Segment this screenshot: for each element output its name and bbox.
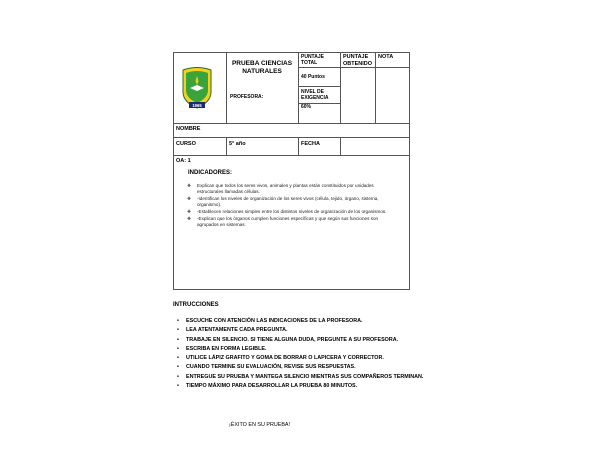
course-label: CURSO — [176, 141, 196, 147]
name-label: NOMBRE — [176, 126, 201, 132]
instructions-list — [186, 317, 423, 391]
divider-line — [173, 137, 410, 138]
instruction-item: • ESCRIBA EN FORMA LEGIBLE. — [186, 345, 423, 354]
course-value: 5° año — [229, 141, 246, 147]
total-score-value: 40 Puntos — [301, 74, 325, 80]
total-score-label: PUNTAJE TOTAL — [301, 54, 324, 66]
instruction-item: • UTILICE LÁPIZ GRAFITO Y GOMA DE BORRAR O LAPICERA Y CORRECTOR. — [186, 354, 423, 363]
divider-line — [375, 52, 376, 123]
objective-label: OA: 1 — [176, 158, 191, 164]
good-luck-message: ¡ÉXITO EN SU PRUEBA! — [229, 422, 291, 428]
indicators-title: INDICADORES: — [188, 170, 233, 176]
divider-line — [298, 52, 299, 123]
date-label: FECHA — [301, 141, 320, 147]
indicator-item-cont: agrupados en sistemas. — [197, 222, 246, 227]
indicator-item-cont: estructurales llamadas células. — [197, 189, 260, 194]
divider-line — [340, 52, 341, 123]
exam-title: PRUEBA CIENCIAS NATURALES — [231, 60, 293, 75]
teacher-label: PROFESORA: — [230, 94, 264, 100]
divider-line — [298, 137, 299, 155]
divider-line — [173, 123, 410, 124]
instruction-item: • TIEMPO MÁXIMO PARA DESARROLLAR LA PRUEBA 80 MINUTOS. — [186, 382, 423, 391]
grade-label: NOTA — [378, 54, 394, 60]
instruction-item: • ENTREGUE SU PRUEBA Y MANTEGA SILENCIO MIENTRAS SUS COMPAÑEROS TERMINAN. — [186, 373, 423, 382]
divider-line — [226, 52, 227, 123]
indicator-item: ❖ -Explican que los órganos cumplen funciones específicas y que según sus funciones son — [187, 216, 379, 221]
divider-line — [340, 137, 341, 155]
requirement-label: NIVEL DE EXIGENCIA — [301, 89, 329, 101]
indicator-item: ❖ Explican que todos los seres vivos, animales y plantas están constituidos por unidades — [187, 183, 374, 188]
instruction-item: • ESCUCHE CON ATENCIÓN LAS INDICACIONES DE LA PROFESORA. — [186, 317, 423, 326]
svg-text:1965: 1965 — [192, 103, 202, 108]
instruction-item: • LEA ATENTAMENTE CADA PREGUNTA. — [186, 326, 423, 335]
indicator-item-cont: organismo). — [197, 202, 222, 207]
indicator-item: ❖ -Establecen relaciones simples entre los distintos niveles de organización de los organismos. — [187, 209, 387, 214]
instruction-item: • CUANDO TERMINE SU EVALUACIÓN, REVISE SUS RESPUESTAS. — [186, 363, 423, 372]
instructions-title: INTRUCCIONES — [173, 302, 219, 308]
requirement-value: 60% — [301, 104, 312, 110]
divider-line — [173, 155, 410, 156]
indicator-item: ❖ -Identifican los niveles de organización de los seres vivos (célula, tejido, órgano, sistema, — [187, 196, 379, 201]
instruction-item: • TRABAJE EN SILENCIO. SI TIENE ALGUNA DUDA, PREGUNTE A SU PROFESORA. — [186, 336, 423, 345]
divider-line — [226, 137, 227, 155]
divider-line — [298, 86, 340, 87]
obtained-score-label: PUNTAJE OBTENIDO — [343, 54, 373, 67]
school-logo — [177, 66, 217, 110]
